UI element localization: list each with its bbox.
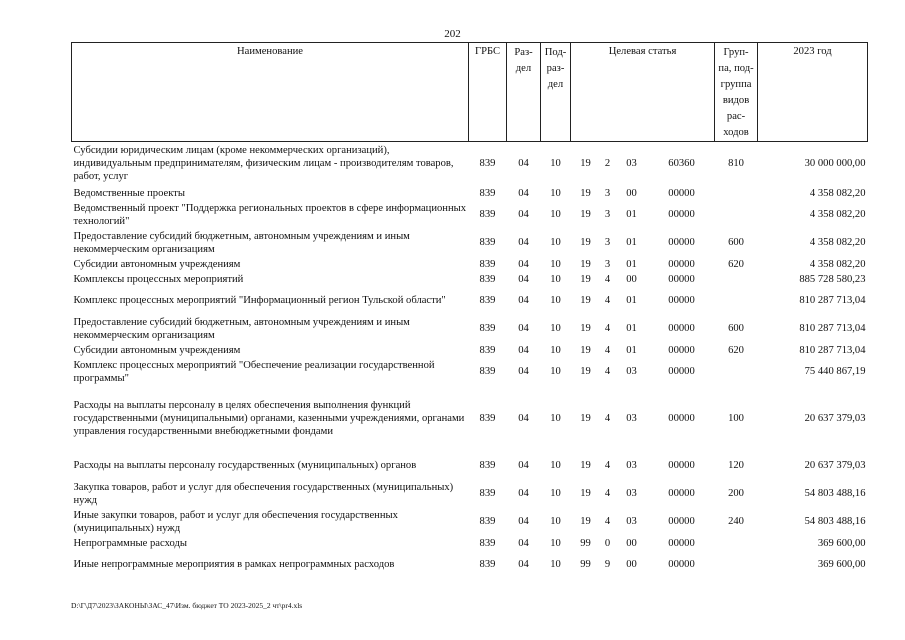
cell-rz: 04 <box>518 323 529 334</box>
table-row <box>72 272 868 287</box>
footer-file-path: D:\Г\Д7\2023\ЗАКОНЫ\ЗАС_47\Изм. бюджет ТО 2023-2025_2 чт\pr4.xls <box>71 601 303 610</box>
table-row <box>72 343 868 358</box>
cell-sum: 369 600,00 <box>817 559 866 570</box>
cell-t3: 03 <box>626 460 637 471</box>
cell-t2: 4 <box>604 295 611 306</box>
budget-table <box>71 42 868 579</box>
cell-vr <box>715 358 758 386</box>
cell-t4: 00000 <box>668 559 695 570</box>
cell-sum: 4 358 082,20 <box>809 258 866 270</box>
table-row <box>72 480 868 508</box>
cell-t2: 2 <box>604 158 611 170</box>
cell-t3: 01 <box>626 237 637 248</box>
cell-t4: 00000 <box>668 237 695 248</box>
cell-grbs: 839 <box>479 187 496 199</box>
cell-name: Субсидии автономным учреждениям <box>73 258 241 270</box>
cell-vr <box>715 186 758 201</box>
cell-t1: 19 <box>580 158 591 170</box>
cell-pr: 10 <box>550 323 561 334</box>
cell-grbs: 839 <box>479 237 496 248</box>
cell-t3: 03 <box>626 413 637 424</box>
cell-pr: 10 <box>550 559 561 570</box>
cell-vr: 120 <box>728 460 744 471</box>
table-row <box>72 452 868 480</box>
cell-t1: 99 <box>580 537 591 549</box>
cell-pr: 10 <box>550 366 561 377</box>
cell-t4: 00000 <box>668 460 695 471</box>
cell-sum: 369 600,00 <box>817 537 866 549</box>
cell-rz: 04 <box>518 209 529 220</box>
cell-t2: 4 <box>604 344 611 356</box>
cell-t1: 19 <box>580 366 591 377</box>
cell-t1: 19 <box>580 323 591 334</box>
cell-grbs: 839 <box>479 273 496 285</box>
table-row <box>72 201 868 229</box>
cell-t4: 00000 <box>668 488 695 499</box>
cell-sum: 20 637 379,03 <box>804 460 866 471</box>
cell-rz: 04 <box>518 187 529 199</box>
cell-grbs: 839 <box>479 344 496 356</box>
cell-rz: 04 <box>518 258 529 270</box>
cell-sum: 30 000 000,00 <box>804 158 866 170</box>
cell-t3: 03 <box>626 516 637 527</box>
cell-name: Комплекс процессных мероприятий "Обеспечение реализации государственной программы" <box>73 359 435 384</box>
cell-grbs: 839 <box>479 209 496 220</box>
cell-t4: 00000 <box>668 209 695 220</box>
cell-t2: 4 <box>604 460 611 471</box>
cell-pr: 10 <box>550 344 561 356</box>
cell-t4: 00000 <box>668 516 695 527</box>
cell-grbs: 839 <box>479 488 496 499</box>
cell-t1: 19 <box>580 273 591 285</box>
cell-grbs: 839 <box>479 460 496 471</box>
cell-pr: 10 <box>550 460 561 471</box>
col-header-group: Груп-па, под-группа видов рас-ходов <box>715 43 758 142</box>
cell-t3: 00 <box>626 273 637 285</box>
cell-grbs: 839 <box>479 158 496 170</box>
cell-sum: 4 358 082,20 <box>809 187 866 199</box>
cell-t1: 99 <box>580 559 591 570</box>
cell-t4: 00000 <box>668 413 695 424</box>
cell-rz: 04 <box>518 366 529 377</box>
cell-grbs: 839 <box>479 413 496 424</box>
cell-rz: 04 <box>518 344 529 356</box>
cell-vr <box>715 536 758 551</box>
cell-t2: 3 <box>604 187 611 199</box>
cell-t1: 19 <box>580 237 591 248</box>
col-header-year: 2023 год <box>758 43 868 142</box>
cell-vr: 620 <box>728 344 744 356</box>
cell-sum: 885 728 580,23 <box>799 273 866 285</box>
col-header-grbs: ГРБС <box>469 43 507 142</box>
cell-t2: 4 <box>604 273 611 285</box>
cell-vr <box>715 272 758 287</box>
cell-vr <box>715 551 758 579</box>
cell-vr <box>715 201 758 229</box>
cell-name: Расходы на выплаты персоналу государственных (муниципальных) органов <box>73 460 417 471</box>
cell-t1: 19 <box>580 209 591 220</box>
cell-sum: 810 287 713,04 <box>799 295 866 306</box>
cell-rz: 04 <box>518 237 529 248</box>
cell-name: Комплексы процессных мероприятий <box>73 273 244 285</box>
cell-pr: 10 <box>550 413 561 424</box>
cell-t1: 19 <box>580 516 591 527</box>
cell-pr: 10 <box>550 158 561 170</box>
cell-t3: 01 <box>626 258 637 270</box>
cell-t3: 00 <box>626 559 637 570</box>
cell-vr: 600 <box>728 323 744 334</box>
cell-name: Расходы на выплаты персоналу в целях обеспечения выполнения функций государственными (муниципальными) органами, казенными учреждениями, органами управления государственными внебюджетными фондами <box>73 400 465 437</box>
cell-vr: 200 <box>728 488 744 499</box>
cell-sum: 54 803 488,16 <box>804 488 866 499</box>
cell-t2: 3 <box>604 258 611 270</box>
cell-t1: 19 <box>580 488 591 499</box>
cell-t3: 03 <box>626 488 637 499</box>
cell-t3: 01 <box>626 209 637 220</box>
cell-pr: 10 <box>550 258 561 270</box>
cell-name: Непрограммные расходы <box>73 537 187 549</box>
cell-rz: 04 <box>518 460 529 471</box>
table-row <box>72 315 868 343</box>
cell-vr: 100 <box>728 413 744 424</box>
cell-t2: 4 <box>604 488 611 499</box>
cell-grbs: 839 <box>479 559 496 570</box>
cell-name: Закупка товаров, работ и услуг для обеспечения государственных (муниципальных) нужд <box>73 481 454 506</box>
col-header-podrazdel: Под-раз-дел <box>541 43 571 142</box>
cell-rz: 04 <box>518 488 529 499</box>
cell-t1: 19 <box>580 460 591 471</box>
cell-pr: 10 <box>550 295 561 306</box>
cell-t3: 03 <box>626 158 637 170</box>
table-row <box>72 142 868 186</box>
cell-t2: 9 <box>604 559 611 570</box>
table-row <box>72 386 868 452</box>
cell-pr: 10 <box>550 187 561 199</box>
page-number: 202 <box>444 28 461 40</box>
cell-rz: 04 <box>518 413 529 424</box>
cell-sum: 20 637 379,03 <box>804 413 866 424</box>
cell-t3: 01 <box>626 295 637 306</box>
cell-grbs: 839 <box>479 258 496 270</box>
cell-sum: 4 358 082,20 <box>809 209 866 220</box>
cell-t4: 00000 <box>668 273 695 285</box>
col-header-name: Наименование <box>72 43 469 142</box>
cell-rz: 04 <box>518 559 529 570</box>
cell-pr: 10 <box>550 488 561 499</box>
cell-grbs: 839 <box>479 537 496 549</box>
cell-t4: 00000 <box>668 187 695 199</box>
cell-t1: 19 <box>580 258 591 270</box>
table-header-row <box>72 43 868 142</box>
cell-rz: 04 <box>518 537 529 549</box>
cell-grbs: 839 <box>479 323 496 334</box>
cell-rz: 04 <box>518 516 529 527</box>
table-row <box>72 186 868 201</box>
cell-t2: 3 <box>604 209 611 220</box>
cell-t2: 3 <box>604 237 611 248</box>
cell-t3: 00 <box>626 187 637 199</box>
cell-t1: 19 <box>580 187 591 199</box>
cell-t2: 4 <box>604 413 611 424</box>
cell-pr: 10 <box>550 537 561 549</box>
cell-t3: 01 <box>626 323 637 334</box>
table-row <box>72 229 868 257</box>
cell-t4: 00000 <box>668 366 695 377</box>
cell-vr: 600 <box>728 237 744 248</box>
cell-sum: 4 358 082,20 <box>809 237 866 248</box>
cell-name: Субсидии автономным учреждениям <box>73 344 241 356</box>
cell-t2: 4 <box>604 366 611 377</box>
cell-vr <box>715 287 758 315</box>
cell-rz: 04 <box>518 273 529 285</box>
cell-t2: 4 <box>604 516 611 527</box>
cell-rz: 04 <box>518 295 529 306</box>
cell-grbs: 839 <box>479 295 496 306</box>
cell-t4: 00000 <box>668 537 695 549</box>
cell-t4: 00000 <box>668 323 695 334</box>
cell-name: Предоставление субсидий бюджетным, автономным учреждениям и иным некоммерческим организациям <box>73 230 410 255</box>
cell-sum: 75 440 867,19 <box>804 366 866 377</box>
cell-sum: 810 287 713,04 <box>799 323 866 334</box>
cell-pr: 10 <box>550 516 561 527</box>
cell-t4: 00000 <box>668 295 695 306</box>
cell-pr: 10 <box>550 273 561 285</box>
cell-pr: 10 <box>550 237 561 248</box>
cell-vr: 620 <box>728 258 744 270</box>
cell-rz: 04 <box>518 158 529 170</box>
cell-pr: 10 <box>550 209 561 220</box>
cell-name: Ведомственные проекты <box>73 187 185 199</box>
cell-name: Комплекс процессных мероприятий "Информационный регион Тульской области" <box>73 295 446 306</box>
cell-t3: 00 <box>626 537 637 549</box>
cell-t3: 03 <box>626 366 637 377</box>
cell-t4: 00000 <box>668 344 695 356</box>
cell-t1: 19 <box>580 413 591 424</box>
table-row <box>72 257 868 272</box>
col-header-razdel: Раз-дел <box>507 43 541 142</box>
cell-sum: 54 803 488,16 <box>804 516 866 527</box>
cell-t3: 01 <box>626 344 637 356</box>
cell-name: Предоставление субсидий бюджетным, автономным учреждениям и иным некоммерческим организациям <box>73 316 410 341</box>
cell-grbs: 839 <box>479 366 496 377</box>
table-row <box>72 551 868 579</box>
cell-name: Субсидии юридическим лицам (кроме некоммерческих организаций), индивидуальным предпринимателям, физическим лицам - производителям товаров, работ, услуг <box>73 145 454 183</box>
cell-grbs: 839 <box>479 516 496 527</box>
cell-sum: 810 287 713,04 <box>799 344 866 356</box>
cell-vr: 240 <box>728 516 744 527</box>
cell-name: Иные закупки товаров, работ и услуг для обеспечения государственных (муниципальных) нужд <box>73 509 398 534</box>
cell-t4: 00000 <box>668 258 695 270</box>
cell-t1: 19 <box>580 295 591 306</box>
cell-name: Ведомственный проект "Поддержка региональных проектов в сфере информационных технологий" <box>73 202 467 227</box>
col-header-target: Целевая статья <box>571 43 715 142</box>
table-row <box>72 287 868 315</box>
cell-t2: 0 <box>604 537 611 549</box>
table-row <box>72 358 868 386</box>
table-row <box>72 508 868 536</box>
cell-name: Иные непрограммные мероприятия в рамках непрограммных расходов <box>73 559 395 570</box>
table-row <box>72 536 868 551</box>
cell-t1: 19 <box>580 344 591 356</box>
cell-vr: 810 <box>728 158 744 170</box>
cell-t4: 60360 <box>668 158 695 170</box>
cell-t2: 4 <box>604 323 611 334</box>
